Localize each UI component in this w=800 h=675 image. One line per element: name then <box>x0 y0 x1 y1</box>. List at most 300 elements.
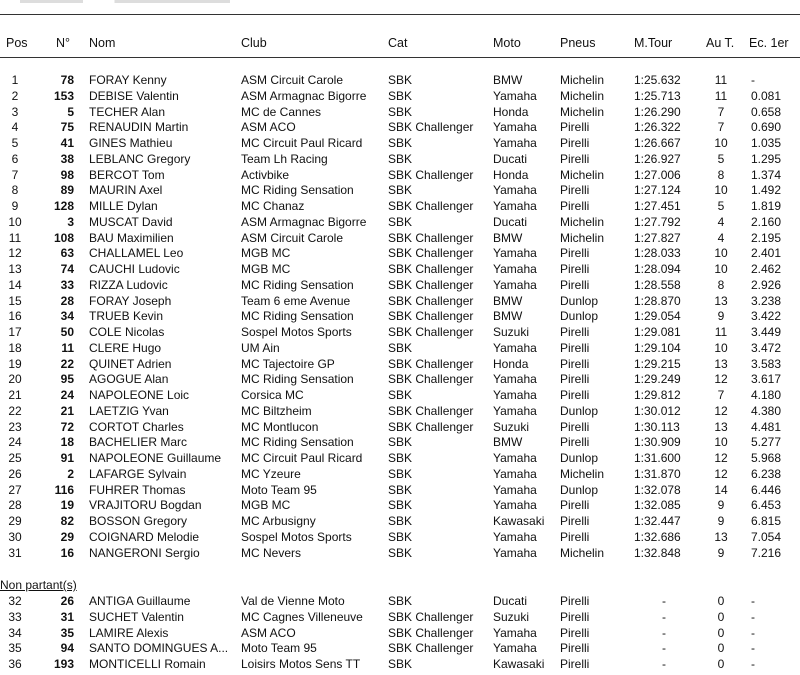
row-number: 16 <box>60 545 74 560</box>
table-row <box>0 420 800 435</box>
row-cat: SBK <box>388 514 413 528</box>
top-rule <box>0 14 800 15</box>
row-pos: 34 <box>8 625 22 640</box>
row-tyres: Michelin <box>560 104 605 119</box>
row-cat: SBK Challenger <box>388 120 474 135</box>
row-best-lap: 1:30.909 <box>634 435 681 450</box>
row-moto: Yamaha <box>493 641 537 656</box>
row-moto: BMW <box>493 435 523 450</box>
table-row <box>0 215 800 230</box>
row-tyres: Pirelli <box>560 325 590 339</box>
header-best-lap: M.Tour <box>634 36 673 50</box>
row-lap-no: 5 <box>717 199 725 213</box>
row-tyres: Dunlop <box>560 482 599 497</box>
row-moto: BMW <box>493 230 523 245</box>
row-moto: BMW <box>493 293 523 308</box>
table-row <box>0 404 800 419</box>
row-cat: SBK Challenger <box>388 167 474 182</box>
row-number: 34 <box>60 309 74 324</box>
row-lap-no: 4 <box>717 230 725 245</box>
row-moto: Yamaha <box>493 498 537 513</box>
row-club: Val de Vienne Moto <box>241 594 345 608</box>
row-cat: SBK Challenger <box>388 246 474 261</box>
row-pos: 2 <box>11 88 19 103</box>
row-pos: 25 <box>8 451 22 465</box>
row-name: QUINET Adrien <box>89 356 172 371</box>
row-cat: SBK Challenger <box>388 230 474 245</box>
row-tyres: Michelin <box>560 88 605 103</box>
row-name: CLERE Hugo <box>89 340 162 355</box>
table-row <box>0 152 800 167</box>
row-moto: Yamaha <box>493 529 537 544</box>
row-pos: 21 <box>8 388 22 402</box>
row-tyres: Dunlop <box>560 309 599 324</box>
row-tyres: Pirelli <box>560 262 590 276</box>
row-number: 18 <box>60 435 74 450</box>
row-name: TRUEB Kevin <box>89 309 164 324</box>
row-pos: 13 <box>8 262 22 276</box>
row-moto: Yamaha <box>493 625 537 640</box>
row-cat: SBK <box>388 657 413 672</box>
row-lap-no: 10 <box>714 136 728 150</box>
table-row <box>0 231 800 246</box>
row-cat: SBK Challenger <box>388 309 474 324</box>
row-club: ASM Armagnac Bigorre <box>241 214 367 229</box>
row-number: 35 <box>60 625 74 640</box>
row-lap-no: 0 <box>717 657 725 672</box>
row-best-lap: - <box>662 657 666 672</box>
row-number: 82 <box>60 514 74 528</box>
row-gap: 1.492 <box>751 183 782 198</box>
table-row <box>0 341 800 356</box>
table-row <box>0 626 800 641</box>
row-gap: 1.035 <box>751 136 782 150</box>
row-pos: 23 <box>8 419 22 434</box>
row-name: LEBLANC Gregory <box>89 151 191 166</box>
table-row <box>0 641 800 656</box>
row-lap-no: 10 <box>714 183 728 198</box>
row-name: TECHER Alan <box>89 104 166 119</box>
row-name: FORAY Joseph <box>89 293 172 308</box>
row-moto: Honda <box>493 167 529 182</box>
row-moto: Suzuki <box>493 325 530 339</box>
row-club: MC Biltzheim <box>241 403 312 418</box>
row-moto: Yamaha <box>493 136 537 150</box>
row-name: DEBISE Valentin <box>89 88 179 103</box>
row-tyres: Pirelli <box>560 246 590 261</box>
table-row <box>0 183 800 198</box>
row-pos: 19 <box>8 356 22 371</box>
row-tyres: Pirelli <box>560 136 590 150</box>
row-number: 63 <box>60 246 74 261</box>
row-best-lap: 1:27.006 <box>634 167 681 182</box>
row-pos: 4 <box>11 120 19 135</box>
row-pos: 9 <box>11 199 19 213</box>
non-partant-title: Non partant(s) <box>0 578 77 592</box>
row-gap: 1.295 <box>751 151 782 166</box>
row-club: MC Riding Sensation <box>241 435 354 450</box>
row-pos: 11 <box>8 230 22 245</box>
row-best-lap: 1:31.600 <box>634 451 681 465</box>
row-number: 116 <box>54 482 74 497</box>
row-name: NAPOLEONE Guillaume <box>89 451 222 465</box>
row-best-lap: 1:26.667 <box>634 136 681 150</box>
row-number: 41 <box>60 136 74 150</box>
row-number: 2 <box>67 466 74 481</box>
row-number: 91 <box>60 451 74 465</box>
row-gap: 2.160 <box>751 214 782 229</box>
row-club: MC Circuit Paul Ricard <box>241 451 363 465</box>
row-gap: 0.690 <box>751 120 782 135</box>
row-cat: SBK <box>388 88 413 103</box>
row-club: Team 6 eme Avenue <box>241 293 351 308</box>
row-name: AGOGUE Alan <box>89 372 169 387</box>
row-moto: Yamaha <box>493 451 537 465</box>
row-pos: 14 <box>8 277 22 292</box>
row-club: MC Riding Sensation <box>241 309 354 324</box>
row-tyres: Pirelli <box>560 625 590 640</box>
table-row <box>0 498 800 513</box>
row-gap: 1.819 <box>751 199 782 213</box>
row-number: 29 <box>60 529 74 544</box>
row-number: 5 <box>67 104 74 119</box>
row-name: SUCHET Valentin <box>89 609 184 624</box>
row-best-lap: 1:26.290 <box>634 104 681 119</box>
row-best-lap: 1:26.322 <box>634 120 681 135</box>
row-tyres: Michelin <box>560 545 605 560</box>
row-number: 75 <box>60 120 74 135</box>
row-name: LAETZIG Yvan <box>89 403 169 418</box>
row-best-lap: 1:27.827 <box>634 230 681 245</box>
row-gap: 5.968 <box>751 451 782 465</box>
row-tyres: Pirelli <box>560 514 590 528</box>
table-row <box>0 372 800 387</box>
row-moto: Ducati <box>493 594 528 608</box>
row-gap: 6.446 <box>751 482 782 497</box>
row-cat: SBK Challenger <box>388 419 474 434</box>
row-lap-no: 7 <box>717 120 725 135</box>
row-gap: 4.380 <box>751 403 782 418</box>
row-gap: 6.238 <box>751 466 782 481</box>
row-number: 193 <box>53 657 74 672</box>
row-cat: SBK <box>388 545 413 560</box>
row-gap: 7.054 <box>751 529 782 544</box>
row-club: MGB MC <box>241 246 291 261</box>
row-moto: Yamaha <box>493 277 537 292</box>
row-gap: 2.926 <box>751 277 782 292</box>
row-gap: 5.277 <box>751 435 782 450</box>
row-number: 33 <box>60 277 74 292</box>
row-gap: 4.481 <box>751 419 782 434</box>
table-header <box>0 36 800 51</box>
row-name: VRAJITORU Bogdan <box>89 498 202 513</box>
row-gap: 0.658 <box>751 104 782 119</box>
row-pos: 15 <box>8 293 22 308</box>
row-moto: Kawasaki <box>493 657 545 672</box>
row-lap-no: 14 <box>714 482 728 497</box>
row-lap-no: 13 <box>714 419 728 434</box>
row-gap: - <box>751 73 755 87</box>
row-cat: SBK <box>388 451 413 465</box>
header-rule <box>0 57 800 58</box>
row-best-lap: 1:32.085 <box>634 498 681 513</box>
row-tyres: Dunlop <box>560 451 599 465</box>
row-lap-no: 13 <box>714 293 728 308</box>
row-tyres: Pirelli <box>560 641 590 656</box>
row-club: Moto Team 95 <box>241 641 317 656</box>
table-row <box>0 546 800 561</box>
row-cat: SBK Challenger <box>388 325 474 339</box>
row-moto: BMW <box>493 73 523 87</box>
row-number: 24 <box>60 388 74 402</box>
row-moto: Ducati <box>493 214 528 229</box>
row-tyres: Pirelli <box>560 657 590 672</box>
row-club: MC Cagnes Villeneuve <box>241 609 363 624</box>
row-name: COIGNARD Melodie <box>89 529 200 544</box>
row-gap: 6.453 <box>751 498 782 513</box>
row-cat: SBK Challenger <box>388 641 474 656</box>
row-pos: 36 <box>8 657 22 672</box>
row-name: CAUCHI Ludovic <box>89 262 180 276</box>
table-row <box>0 325 800 340</box>
row-best-lap: 1:29.812 <box>634 388 681 402</box>
row-best-lap: 1:29.104 <box>634 340 681 355</box>
row-gap: - <box>751 609 755 624</box>
row-number: 31 <box>60 609 74 624</box>
row-lap-no: 13 <box>714 529 728 544</box>
row-lap-no: 11 <box>714 325 728 339</box>
row-name: MUSCAT David <box>89 214 173 229</box>
row-best-lap: 1:28.094 <box>634 262 681 276</box>
row-club: MC Arbusigny <box>241 514 316 528</box>
row-name: GINES Mathieu <box>89 136 173 150</box>
row-lap-no: 0 <box>717 609 725 624</box>
row-number: 22 <box>60 356 74 371</box>
row-cat: SBK <box>388 183 413 198</box>
row-lap-no: 0 <box>717 625 725 640</box>
table-row <box>0 388 800 403</box>
row-best-lap: 1:28.558 <box>634 277 681 292</box>
row-cat: SBK Challenger <box>388 293 474 308</box>
row-moto: Kawasaki <box>493 514 545 528</box>
row-cat: SBK <box>388 482 413 497</box>
row-best-lap: - <box>662 625 666 640</box>
row-pos: 31 <box>8 545 22 560</box>
row-cat: SBK Challenger <box>388 609 474 624</box>
row-best-lap: 1:29.249 <box>634 372 681 387</box>
row-lap-no: 8 <box>717 167 725 182</box>
row-name: BERCOT Tom <box>89 167 165 182</box>
row-number: 28 <box>60 293 74 308</box>
row-tyres: Pirelli <box>560 609 590 624</box>
row-pos: 22 <box>8 403 22 418</box>
row-pos: 8 <box>11 183 19 198</box>
row-club: Activbike <box>241 167 290 182</box>
row-gap: - <box>751 594 755 608</box>
table-row <box>0 278 800 293</box>
row-pos: 3 <box>11 104 19 119</box>
row-club: UM Ain <box>241 340 280 355</box>
row-moto: Yamaha <box>493 246 537 261</box>
row-best-lap: 1:28.033 <box>634 246 681 261</box>
table-row <box>0 514 800 529</box>
table-row <box>0 120 800 135</box>
row-name: MONTICELLI Romain <box>89 657 206 672</box>
row-number: 50 <box>60 325 74 339</box>
row-club: Team Lh Racing <box>241 151 328 166</box>
row-number: 19 <box>60 498 74 513</box>
row-moto: Yamaha <box>493 466 537 481</box>
row-best-lap: 1:29.054 <box>634 309 681 324</box>
row-number: 108 <box>53 230 74 245</box>
row-gap: - <box>751 657 755 672</box>
row-gap: 7.216 <box>751 545 782 560</box>
row-club: MC Riding Sensation <box>241 277 354 292</box>
row-best-lap: - <box>662 609 666 624</box>
row-number: 74 <box>60 262 74 276</box>
row-cat: SBK Challenger <box>388 403 474 418</box>
row-tyres: Pirelli <box>560 120 590 135</box>
top-edge-mark <box>20 0 230 3</box>
row-pos: 24 <box>8 435 22 450</box>
row-pos: 1 <box>11 73 19 87</box>
table-row <box>0 483 800 498</box>
row-pos: 20 <box>8 372 22 387</box>
row-tyres: Michelin <box>560 230 605 245</box>
row-name: RIZZA Ludovic <box>89 277 168 292</box>
row-best-lap: 1:29.215 <box>634 356 681 371</box>
row-name: SANTO DOMINGUES A... <box>89 641 229 656</box>
row-club: ASM ACO <box>241 625 296 640</box>
row-moto: Yamaha <box>493 199 537 213</box>
row-tyres: Dunlop <box>560 403 599 418</box>
row-moto: Yamaha <box>493 183 537 198</box>
row-pos: 32 <box>8 594 22 608</box>
row-number: 98 <box>60 167 74 182</box>
row-best-lap: 1:32.848 <box>634 545 681 560</box>
row-number: 153 <box>53 88 74 103</box>
row-tyres: Pirelli <box>560 356 590 371</box>
row-pos: 7 <box>11 167 19 182</box>
row-gap: 3.472 <box>751 340 782 355</box>
row-club: Loisirs Motos Sens TT <box>241 657 361 672</box>
row-lap-no: 11 <box>714 88 728 103</box>
table-row <box>0 357 800 372</box>
row-name: FUHRER Thomas <box>89 482 186 497</box>
row-pos: 17 <box>8 325 22 339</box>
row-name: MILLE Dylan <box>89 199 158 213</box>
table-row <box>0 262 800 277</box>
row-pos: 33 <box>8 609 22 624</box>
row-best-lap: 1:32.078 <box>634 482 681 497</box>
row-gap: - <box>751 625 755 640</box>
table-row <box>0 594 800 609</box>
row-gap: 2.195 <box>751 230 782 245</box>
row-club: MC Montlucon <box>241 419 319 434</box>
row-moto: Yamaha <box>493 88 537 103</box>
row-cat: SBK <box>388 340 413 355</box>
header-lap-no: Au T. <box>706 36 735 50</box>
row-tyres: Pirelli <box>560 340 590 355</box>
row-lap-no: 7 <box>717 104 725 119</box>
row-cat: SBK <box>388 498 413 513</box>
row-moto: Suzuki <box>493 609 530 624</box>
row-cat: SBK Challenger <box>388 262 474 276</box>
row-best-lap: 1:28.870 <box>634 293 681 308</box>
row-number: 128 <box>53 199 74 213</box>
row-pos: 27 <box>8 482 22 497</box>
row-best-lap: 1:31.870 <box>634 466 681 481</box>
row-gap: 3.617 <box>751 372 782 387</box>
row-club: Sospel Motos Sports <box>241 529 352 544</box>
row-pos: 29 <box>8 514 22 528</box>
row-moto: Yamaha <box>493 120 537 135</box>
row-lap-no: 4 <box>717 214 725 229</box>
row-cat: SBK <box>388 466 413 481</box>
row-tyres: Pirelli <box>560 372 590 387</box>
row-club: Corsica MC <box>241 388 304 402</box>
row-lap-no: 12 <box>714 451 728 465</box>
row-moto: Honda <box>493 356 529 371</box>
row-number: 72 <box>60 419 74 434</box>
row-name: CHALLAMEL Leo <box>89 246 184 261</box>
row-tyres: Pirelli <box>560 594 590 608</box>
row-lap-no: 7 <box>717 388 725 402</box>
row-cat: SBK Challenger <box>388 199 474 213</box>
row-gap: 2.462 <box>751 262 782 276</box>
table-row <box>0 246 800 261</box>
row-club: MGB MC <box>241 262 291 276</box>
row-number: 21 <box>60 403 74 418</box>
row-cat: SBK <box>388 214 413 229</box>
row-lap-no: 11 <box>714 73 728 87</box>
row-moto: Yamaha <box>493 403 537 418</box>
row-moto: Yamaha <box>493 372 537 387</box>
row-best-lap: 1:32.447 <box>634 514 681 528</box>
row-gap: 3.422 <box>751 309 782 324</box>
row-club: MC Yzeure <box>241 466 301 481</box>
row-lap-no: 0 <box>717 641 725 656</box>
row-club: MC Riding Sensation <box>241 372 354 387</box>
row-tyres: Pirelli <box>560 498 590 513</box>
row-best-lap: 1:25.713 <box>634 88 681 103</box>
header-number: N° <box>56 36 71 50</box>
row-lap-no: 9 <box>717 514 725 528</box>
table-row <box>0 168 800 183</box>
row-club: ASM ACO <box>241 120 296 135</box>
table-row <box>0 657 800 672</box>
row-best-lap: - <box>662 594 666 608</box>
row-pos: 18 <box>8 340 22 355</box>
row-best-lap: 1:27.451 <box>634 199 681 213</box>
row-tyres: Pirelli <box>560 435 590 450</box>
table-row <box>0 105 800 120</box>
table-row <box>0 294 800 309</box>
row-lap-no: 13 <box>714 356 728 371</box>
row-lap-no: 12 <box>714 372 728 387</box>
row-best-lap: 1:25.632 <box>634 73 681 87</box>
row-lap-no: 5 <box>717 151 725 166</box>
row-tyres: Pirelli <box>560 529 590 544</box>
row-club: MC de Cannes <box>241 104 322 119</box>
row-cat: SBK <box>388 435 413 450</box>
row-cat: SBK <box>388 136 413 150</box>
row-cat: SBK Challenger <box>388 356 474 371</box>
row-gap: 3.449 <box>751 325 782 339</box>
row-lap-no: 10 <box>714 340 728 355</box>
row-cat: SBK <box>388 104 413 119</box>
header-moto: Moto <box>493 36 521 50</box>
